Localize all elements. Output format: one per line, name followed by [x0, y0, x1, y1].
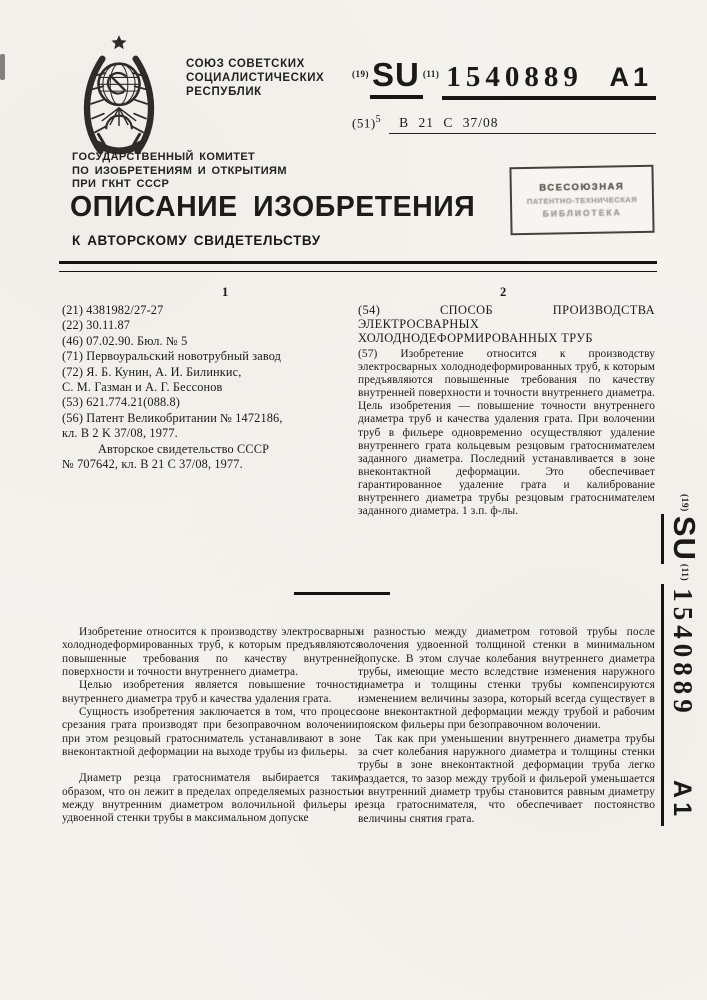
- ipc-classification-row: [352, 114, 656, 134]
- description-paragraph: и разностью между диаметром готовой трубы после волочения удвоенной толщиной стенки в минимальном допуске. В этом случае колебания внутреннего диаметра трубы, имеющие место вследствие изменения наружного диаметра и толщины стенки трубы компенсируются изменением величины зазора, который всегда существует в зоне внеконтактной деформации между трубой и рабочим пояском фильеры при безоправочном волочении.: [358, 626, 655, 732]
- invention-title: (54) СПОСОБ ПРОИЗВОДСТВА ЭЛЕКТРОСВАРНЫХ ХОЛОДНОДЕФОРМИРОВАННЫХ ТРУБ: [358, 303, 655, 346]
- description-right-column: [358, 626, 655, 826]
- description-paragraph: Диаметр резца гратоснимателя выбирается таким образом, что он лежит в пределах определяемых разностью между внутренним диаметром волочильной фильеры и удвоенной стенки трубы в максимальном допуске: [62, 772, 361, 825]
- biblio-line: кл. B 2 K 37/08, 1977.: [62, 426, 178, 441]
- biblio-line: (71) Первоуральский новотрубный завод: [62, 349, 282, 364]
- biblio-line: (22) 30.11.87: [62, 318, 131, 333]
- abstract-section: [358, 303, 655, 519]
- committee-line: ПО ИЗОБРЕТЕНИЯМ И ОТКРЫТИЯМ: [72, 164, 287, 177]
- document-title: ОПИСАНИЕ ИЗОБРЕТЕНИЯ: [70, 191, 476, 223]
- description-left-column: [62, 626, 361, 826]
- kind-code: A1: [609, 62, 652, 92]
- rotated-document-number: [644, 494, 702, 826]
- country-code: SU: [370, 56, 423, 99]
- publication-number-group: [442, 61, 656, 100]
- description-paragraph: Изобретение относится к производству электросварных холоднодеформированных труб, к которым предъявляются повышенные требования по качеству внутренней поверхности и точности внутреннего диаметра.: [62, 626, 361, 679]
- stamp-line: ПАТЕНТНО-ТЕХНИЧЕСКАЯ: [526, 195, 638, 206]
- kind-code: A1: [668, 780, 696, 820]
- biblio-line: № 707642, кл. B 21 C 37/08, 1977.: [62, 457, 243, 472]
- biblio-line: Авторское свидетельство СССР: [98, 441, 270, 456]
- scan-artifact: [0, 54, 5, 80]
- document-subtitle: К АВТОРСКОМУ СВИДЕТЕЛЬСТВУ: [72, 233, 321, 248]
- biblio-line: (72) Я. Б. Кунин, А. И. Билинкис,: [62, 364, 242, 379]
- union-line: РЕСПУБЛИК: [186, 86, 262, 98]
- inid-code-11: (11): [422, 69, 440, 79]
- biblio-line: (53) 621.774.21(088.8): [62, 395, 181, 410]
- biblio-line: (56) Патент Великобритании № 1472186,: [62, 410, 283, 425]
- header-divider-rule: [59, 261, 657, 272]
- committee-name: [72, 151, 287, 192]
- column-number-right: 2: [500, 285, 507, 299]
- publication-number: 1540889: [446, 61, 583, 93]
- country-code: SU: [661, 514, 702, 564]
- committee-line: ГОСУДАРСТВЕННЫЙ КОМИТЕТ: [72, 151, 256, 163]
- description-paragraph: Целью изобретения является повышение точности внутреннего диаметра труб и качества удаления грата.: [62, 679, 361, 705]
- ipc-code: B 21 C 37/08: [389, 115, 656, 134]
- union-name: [186, 57, 324, 99]
- biblio-line: (46) 07.02.90. Бюл. № 5: [62, 333, 188, 348]
- publication-number: 1540889: [668, 588, 698, 718]
- publication-number-group: [661, 584, 698, 826]
- union-line: СОЮЗ СОВЕТСКИХ: [186, 58, 305, 70]
- library-stamp: [509, 165, 654, 236]
- stamp-line: БИБЛИОТЕКА: [542, 207, 622, 219]
- document-number-header: [352, 56, 656, 134]
- union-line: СОЦИАЛИСТИЧЕСКИХ: [186, 72, 325, 84]
- abstract-text: (57) Изобретение относится к производству электросварных холоднодеформированных труб, к которым предъявляются повышенные требования по качеству внутренней поверхности и точности внутреннего диаметра. Цель изобретения — повышение точности внутреннего диаметра труб и качества удаления грата. При волочении труб в фильере одновременно осуществляют удаление внутреннего грата кольцевым резцовым гратоснимателем заданного диаметра. Последний устанавливается в зоне внеконтактной деформации. Это обеспечивает гарантированное удаление грата и калибрование внутреннего диаметра трубы резцовым гратоснимателем заданного диаметра. 1 з.п. ф-лы.: [358, 347, 655, 518]
- stamp-line: ВСЕСОЮЗНАЯ: [539, 181, 625, 194]
- description-paragraph: Так как при уменьшении внутреннего диаметра трубы за счет колебания наружного диаметра и толщины стенки трубы в зоне внеконтактной деформации труба легко раздается, то зазор между трубой и фильерой уменьшается и внутренний диаметр трубы становится равным диаметру резца гратоснимателя, что обеспечивает постоянство величины снятия грата.: [358, 732, 655, 825]
- committee-line: ПРИ ГКНТ СССР: [72, 178, 170, 190]
- section-divider: [294, 592, 390, 595]
- inid-code-51: $(51)^5$: [352, 114, 382, 131]
- inid-code-19: (19): [352, 69, 369, 79]
- ussr-coat-of-arms-icon: [70, 33, 168, 163]
- inid-code-11: (11): [679, 563, 689, 582]
- inid-code-19: (19): [679, 494, 689, 512]
- biblio-line: С. М. Газман и А. Г. Бессонов: [62, 380, 223, 395]
- biblio-line: (21) 4381982/27-27: [62, 303, 164, 317]
- bibliographic-data: [62, 303, 361, 472]
- column-number-left: 1: [222, 285, 229, 299]
- description-paragraph: Сущность изобретения заключается в том, что процесс срезания грата производят при безоправочном волочении, при этом резцовый гратосниматель устанавливают в зоне внеконтактной деформации на выходе трубы из фильеры.: [62, 706, 361, 759]
